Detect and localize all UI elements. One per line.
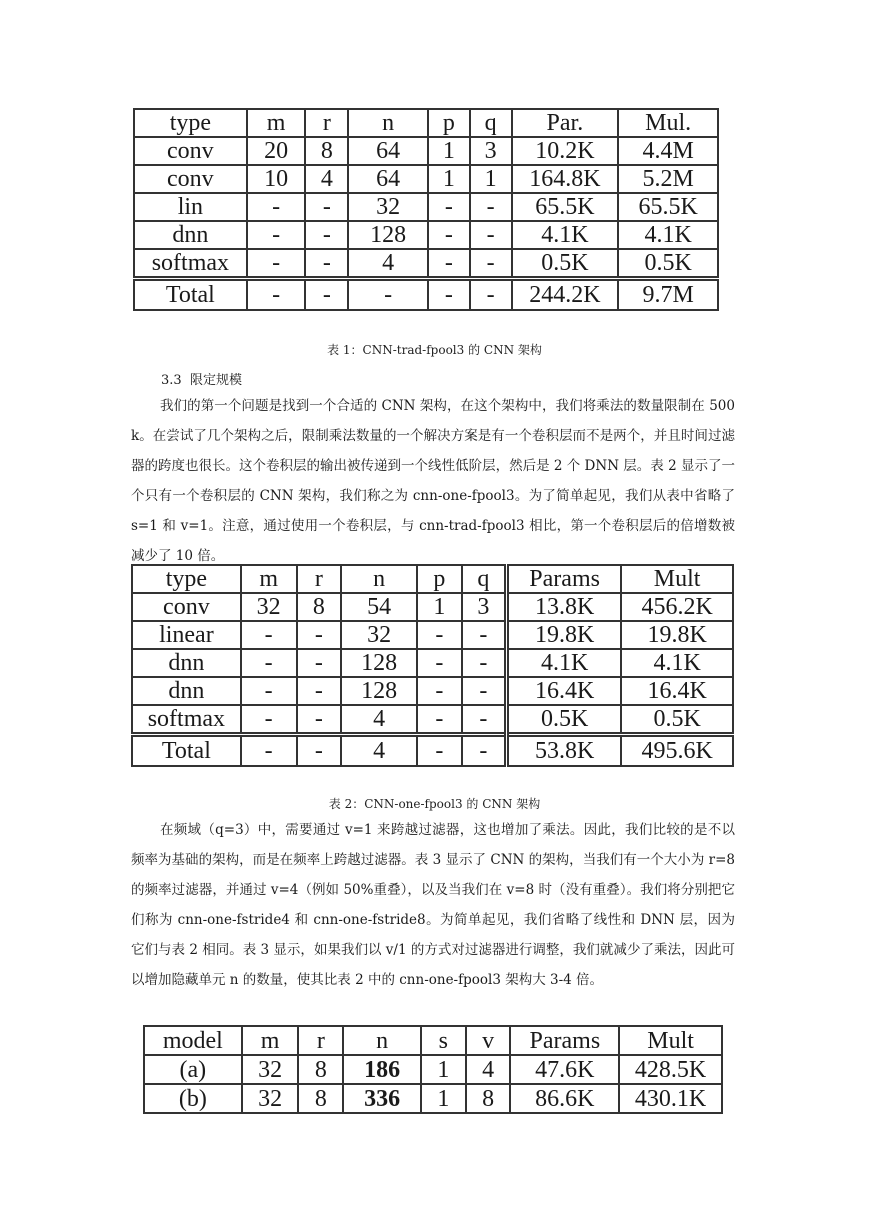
table-cell: 54 xyxy=(341,593,417,621)
table-cell: 32 xyxy=(348,193,428,221)
table-cell: - xyxy=(297,649,342,677)
table-cell: - xyxy=(417,649,462,677)
header-cell: q xyxy=(470,109,512,137)
table-cell: softmax xyxy=(132,705,241,735)
table-cell: 456.2K xyxy=(621,593,733,621)
table-cell: 1 xyxy=(421,1055,466,1084)
table-cell: - xyxy=(247,279,306,311)
table-cell: 1 xyxy=(428,137,470,165)
table-cell: - xyxy=(428,221,470,249)
header-cell: p xyxy=(417,565,462,593)
header-cell: s xyxy=(421,1026,466,1055)
table-cell: conv xyxy=(134,165,247,193)
table-cell: - xyxy=(462,621,507,649)
table-cell: - xyxy=(428,249,470,279)
paragraph-1: 我们的第一个问题是找到一个合适的 CNN 架构，在这个架构中，我们将乘法的数量限制在 500 k。在尝试了几个架构之后，限制乘法数量的一个解决方案是有一个卷积层而不是两个，并且时间过滤器的跨度也很长。这个卷积层的输出被传递到一个线性低阶层，然后是 2 个 DNN 层。表 2 显示了一个只有一个卷积层的 CNN 架构，我们称之为 cnn-one-fpool3。为了简单起见，我们从表中省略了 s=1 和 v=1。注意，通过使用一个卷积层，与 cnn-trad-fpool3 相比，第一个卷积层后的倍增数被减少了 10 倍。 xyxy=(131,398,735,564)
table-cell: 20 xyxy=(247,137,306,165)
table-cell: 1 xyxy=(421,1084,466,1113)
table-cell: 0.5K xyxy=(507,705,622,735)
table-row xyxy=(134,137,718,165)
header-cell: type xyxy=(132,565,241,593)
table-cell: 1 xyxy=(417,593,462,621)
table-cell: conv xyxy=(132,593,241,621)
table-cell: dnn xyxy=(134,221,247,249)
table-header-row xyxy=(132,565,733,593)
table-cell: 32 xyxy=(341,621,417,649)
table-cell: - xyxy=(241,649,297,677)
table-2 xyxy=(131,564,734,767)
table-cell: 8 xyxy=(466,1084,511,1113)
table-cell: - xyxy=(428,193,470,221)
table-cell: 16.4K xyxy=(621,677,733,705)
table-cell: - xyxy=(241,705,297,735)
table-row xyxy=(132,593,733,621)
table-row xyxy=(144,1055,722,1084)
table-cell: 19.8K xyxy=(621,621,733,649)
table-row xyxy=(132,621,733,649)
table-cell: - xyxy=(428,279,470,311)
header-cell: model xyxy=(144,1026,242,1055)
header-cell: m xyxy=(247,109,306,137)
table-cell: 8 xyxy=(305,137,348,165)
table-cell: - xyxy=(247,249,306,279)
header-cell: v xyxy=(466,1026,511,1055)
table-total-row xyxy=(134,279,718,311)
table-cell: 10.2K xyxy=(512,137,619,165)
table-cell: 53.8K xyxy=(507,735,622,767)
header-cell: n xyxy=(348,109,428,137)
table-row xyxy=(134,193,718,221)
table-cell: - xyxy=(297,735,342,767)
table-cell: 8 xyxy=(298,1055,343,1084)
table-cell: - xyxy=(305,279,348,311)
table-cell: - xyxy=(462,677,507,705)
header-cell: Params xyxy=(507,565,622,593)
table-cell: 65.5K xyxy=(618,193,718,221)
table-cell: 0.5K xyxy=(512,249,619,279)
header-cell: n xyxy=(343,1026,421,1055)
table-total-row xyxy=(132,735,733,767)
table-cell: lin xyxy=(134,193,247,221)
table-cell: 4 xyxy=(305,165,348,193)
table-cell: - xyxy=(297,621,342,649)
table-cell: dnn xyxy=(132,649,241,677)
table-cell: 3 xyxy=(462,593,507,621)
table-cell: 8 xyxy=(297,593,342,621)
table-cell: linear xyxy=(132,621,241,649)
table-row xyxy=(134,249,718,279)
table-cell: - xyxy=(297,705,342,735)
table-1 xyxy=(133,108,719,311)
section-title: 限定规模 xyxy=(189,373,242,388)
table-cell: - xyxy=(417,735,462,767)
table-cell: - xyxy=(305,249,348,279)
table-cell: 8 xyxy=(298,1084,343,1113)
table-cell: 428.5K xyxy=(619,1055,722,1084)
table-cell: 186 xyxy=(343,1055,421,1084)
header-cell: r xyxy=(297,565,342,593)
table-cell: 1 xyxy=(470,165,512,193)
table-cell: - xyxy=(241,735,297,767)
table-cell: - xyxy=(241,677,297,705)
table-row xyxy=(132,649,733,677)
table-cell: (b) xyxy=(144,1084,242,1113)
table-cell: 4 xyxy=(348,249,428,279)
table-cell: 4.1K xyxy=(507,649,622,677)
table-cell: - xyxy=(305,221,348,249)
table-cell: - xyxy=(470,249,512,279)
table-cell: 164.8K xyxy=(512,165,619,193)
header-cell: Mult xyxy=(619,1026,722,1055)
header-cell: Params xyxy=(510,1026,619,1055)
table-cell: - xyxy=(470,279,512,311)
table-3-body xyxy=(144,1026,722,1113)
table-row xyxy=(144,1084,722,1113)
table-cell: 5.2M xyxy=(618,165,718,193)
table-cell: 32 xyxy=(242,1055,299,1084)
header-cell: n xyxy=(341,565,417,593)
table-row xyxy=(132,677,733,705)
table-cell: (a) xyxy=(144,1055,242,1084)
table-cell: 0.5K xyxy=(618,249,718,279)
table-cell: 4 xyxy=(341,735,417,767)
table-cell: - xyxy=(470,193,512,221)
table-2-body xyxy=(132,565,733,766)
header-cell: m xyxy=(241,565,297,593)
table-cell: 13.8K xyxy=(507,593,622,621)
table-cell: 336 xyxy=(343,1084,421,1113)
table-row xyxy=(132,705,733,735)
table-cell: Total xyxy=(134,279,247,311)
table-cell: 4.1K xyxy=(621,649,733,677)
table-cell: 430.1K xyxy=(619,1084,722,1113)
table-cell: 495.6K xyxy=(621,735,733,767)
table-cell: dnn xyxy=(132,677,241,705)
table-cell: - xyxy=(305,193,348,221)
header-cell: Mul. xyxy=(618,109,718,137)
table-cell: - xyxy=(241,621,297,649)
table-cell: - xyxy=(470,221,512,249)
table-cell: 64 xyxy=(348,137,428,165)
table-cell: 244.2K xyxy=(512,279,619,311)
table-cell: 65.5K xyxy=(512,193,619,221)
table-cell: 32 xyxy=(242,1084,299,1113)
header-cell: Par. xyxy=(512,109,619,137)
section-number: 3.3 xyxy=(161,373,182,388)
table-cell: - xyxy=(462,705,507,735)
header-cell: type xyxy=(134,109,247,137)
table-cell: conv xyxy=(134,137,247,165)
table-cell: 128 xyxy=(341,677,417,705)
table-cell: 86.6K xyxy=(510,1084,619,1113)
table-cell: 47.6K xyxy=(510,1055,619,1084)
table-1-caption: 表 1：CNN-trad-fpool3 的 CNN 架构 xyxy=(327,343,542,357)
table-row xyxy=(134,221,718,249)
table-cell: 32 xyxy=(241,593,297,621)
table-cell: - xyxy=(348,279,428,311)
header-cell: r xyxy=(305,109,348,137)
header-cell: r xyxy=(298,1026,343,1055)
table-cell: - xyxy=(417,621,462,649)
table-cell: 4 xyxy=(341,705,417,735)
table-cell: - xyxy=(247,221,306,249)
paragraph-2: 在频域（q=3）中，需要通过 v=1 来跨越过滤器，这也增加了乘法。因此，我们比较的是不以频率为基础的架构，而是在频率上跨越过滤器。表 3 显示了 CNN 的架构，当我们有一个大小为 r=8 的频率过滤器，并通过 v=4（例如 50%重叠），以及当我们在 v=8 时（没有重叠）。我们将分别把它们称为 cnn-one-fstride4 和 cnn-one-fstride8。为简单起见，我们省略了线性和 DNN 层，因为它们与表 2 相同。表 3 显示，如果我们以 v/1 的方式对过滤器进行调整，我们就减少了乘法，因此可以增加隐藏单元 n 的数量，使其比表 2 中的 cnn-one-fpool3 架构大 3-4 倍。 xyxy=(131,822,735,988)
table-cell: - xyxy=(417,705,462,735)
table-cell: 4.1K xyxy=(512,221,619,249)
table-cell: softmax xyxy=(134,249,247,279)
table-header-row xyxy=(144,1026,722,1055)
table-cell: 4 xyxy=(466,1055,511,1084)
section-heading xyxy=(161,369,242,388)
header-cell: q xyxy=(462,565,507,593)
table-cell: 19.8K xyxy=(507,621,622,649)
table-cell: 3 xyxy=(470,137,512,165)
table-cell: 64 xyxy=(348,165,428,193)
table-cell: 9.7M xyxy=(618,279,718,311)
table-cell: 4.4M xyxy=(618,137,718,165)
table-cell: 0.5K xyxy=(621,705,733,735)
table-cell: 128 xyxy=(341,649,417,677)
table-3 xyxy=(143,1025,723,1114)
table-cell: Total xyxy=(132,735,241,767)
table-cell: 4.1K xyxy=(618,221,718,249)
table-row xyxy=(134,165,718,193)
table-cell: 10 xyxy=(247,165,306,193)
table-cell: 16.4K xyxy=(507,677,622,705)
header-cell: m xyxy=(242,1026,299,1055)
table-cell: 128 xyxy=(348,221,428,249)
header-cell: Mult xyxy=(621,565,733,593)
table-cell: 1 xyxy=(428,165,470,193)
table-2-caption: 表 2：CNN-one-fpool3 的 CNN 架构 xyxy=(328,797,541,811)
table-cell: - xyxy=(247,193,306,221)
header-cell: p xyxy=(428,109,470,137)
table-1-body xyxy=(134,109,718,310)
table-cell: - xyxy=(297,677,342,705)
table-cell: - xyxy=(462,735,507,767)
table-cell: - xyxy=(462,649,507,677)
table-header-row xyxy=(134,109,718,137)
table-cell: - xyxy=(417,677,462,705)
